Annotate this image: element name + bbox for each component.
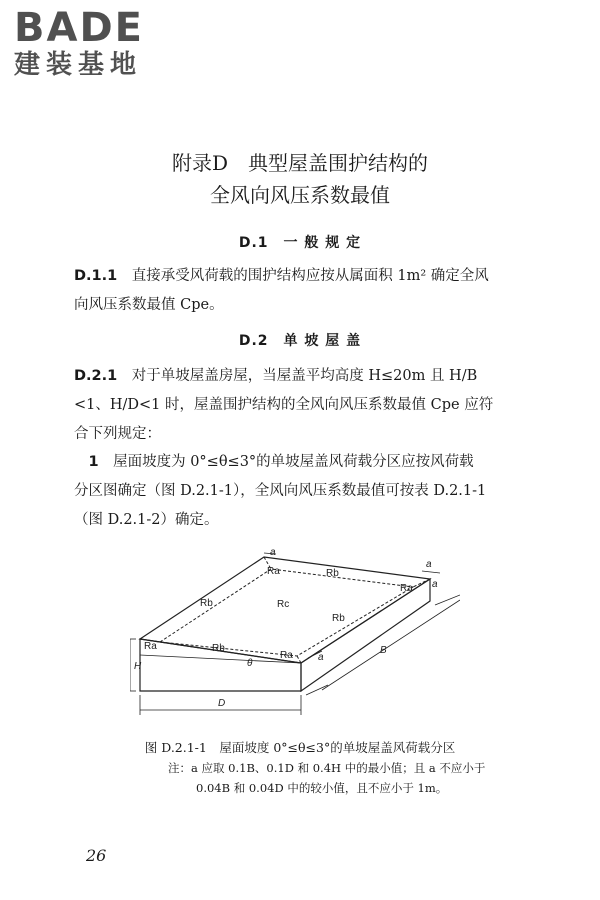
clause-d-2-1: [74, 362, 534, 449]
note-line: 0.04B 和 0.04D 中的较小值，且不应小于 1m。: [196, 781, 448, 795]
dimension-label-a: a: [432, 579, 438, 590]
dimension-label-a: a: [426, 559, 432, 570]
page-title-line-2: 全风向风压系数最值: [210, 183, 390, 207]
page-number: 26: [86, 846, 107, 865]
zone-boundary: [160, 569, 413, 656]
clause-text: 合下列规定：: [74, 426, 161, 442]
section-heading-d1: D.1 一 般 规 定: [238, 235, 362, 251]
clause-text: <1、H/D<1 时，屋盖围护结构的全风向风压系数最值 Cpe 应符: [74, 397, 494, 413]
zone-label-rb: Rb: [332, 613, 345, 624]
clause-d-1-1: [74, 262, 534, 320]
figure-caption: 图 D.2.1-1 屋面坡度 0°≤θ≤3°的单坡屋盖风荷载分区: [144, 740, 456, 755]
item-text: （图 D.2.1-2）确定。: [74, 512, 219, 528]
page-title-line-1: 附录D 典型屋盖围护结构的: [171, 151, 429, 175]
dimension-label-b: B: [380, 645, 387, 656]
dimension-label-d: D: [218, 698, 226, 709]
clause-text: 对于单坡屋盖房屋，当屋盖平均高度 H≤20m 且 H/B: [131, 368, 478, 384]
note-line: 注：a 应取 0.1B、0.1D 和 0.4H 中的最小值；且 a 不应小于: [168, 761, 486, 775]
section-heading-d2: D.2 单 坡 屋 盖: [238, 333, 362, 349]
figure-note: [168, 758, 498, 798]
item-1: [74, 448, 534, 535]
item-text: 屋面坡度为 0°≤θ≤3°的单坡屋盖风荷载分区应按风荷载: [113, 454, 474, 470]
angle-label-theta: θ: [247, 658, 253, 669]
item-number: 1: [88, 454, 99, 470]
logo-subtitle: 建装基地: [14, 50, 143, 80]
clause-number: D.1.1: [74, 268, 118, 284]
zone-label-ra: Ra: [280, 650, 293, 661]
clause-number: D.2.1: [74, 368, 118, 384]
roof-wind-zone-diagram: [130, 545, 460, 725]
zone-label-ra: Ra: [144, 641, 157, 652]
zone-label-rb: Rb: [200, 598, 213, 609]
dimension-label-h: H: [134, 661, 142, 672]
zone-label-ra: Ra: [400, 583, 413, 594]
zone-label-rb: Rb: [326, 568, 339, 579]
logo-wordmark: BADE: [14, 5, 144, 51]
dimension-label-a: a: [270, 547, 276, 558]
dimension-label-a: a: [318, 652, 324, 663]
zone-label-rc: Rc: [277, 599, 290, 610]
zone-label-ra: Ra: [267, 566, 280, 577]
right-face: [301, 579, 430, 691]
clause-text: 向风压系数最值 Cpe。: [74, 297, 224, 313]
item-text: 分区图确定（图 D.2.1-1），全风向风压系数最值可按表 D.2.1-1: [74, 483, 487, 499]
clause-text: 直接承受风荷载的围护结构应按从属面积 1m² 确定全风: [131, 268, 489, 284]
zone-label-rb: Rb: [212, 643, 225, 654]
logo: [14, 6, 184, 80]
